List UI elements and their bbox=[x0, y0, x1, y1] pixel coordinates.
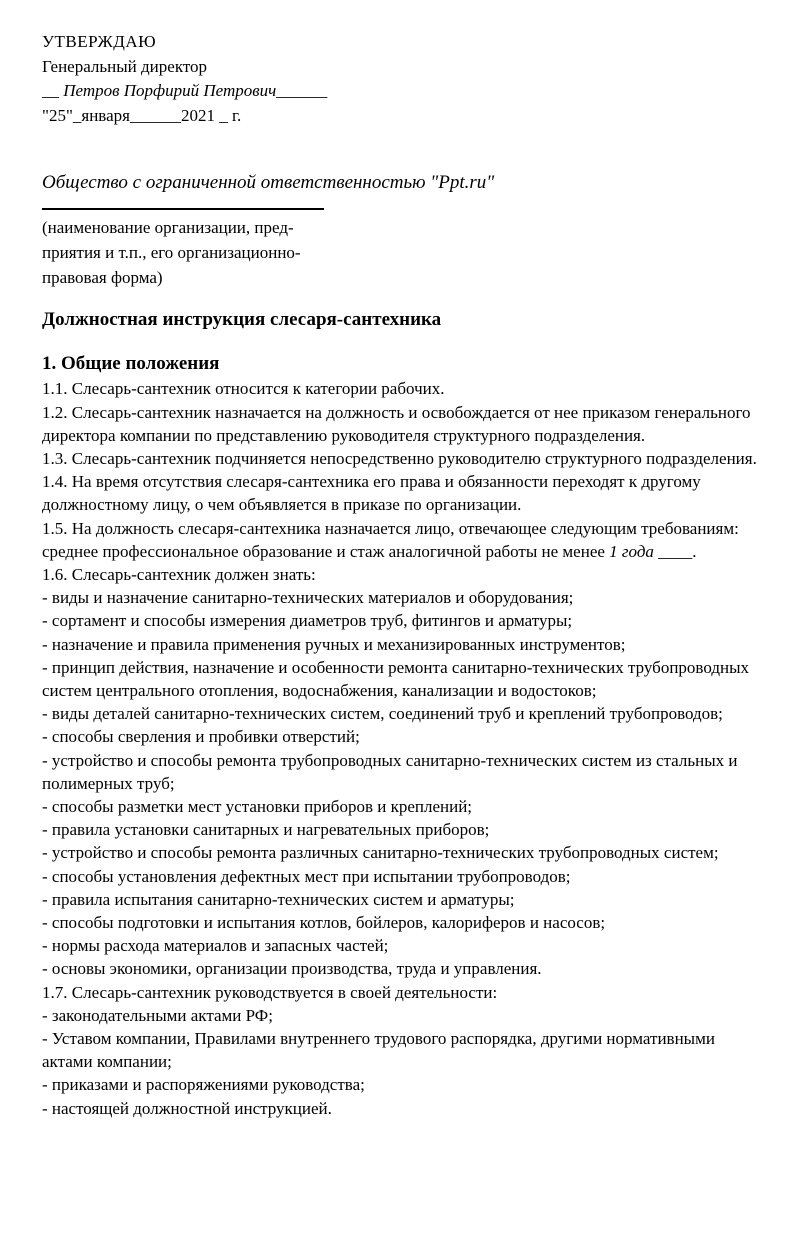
guidance-item: - Уставом компании, Правилами внутреннего трудового распорядка, другими нормативными актами компании; bbox=[42, 1029, 715, 1072]
guidance-item: - приказами и распоряжениями руководства; bbox=[42, 1075, 365, 1095]
knowledge-item: - способы сверления и пробивки отверстий; bbox=[42, 727, 360, 747]
clause-1-5-text: 1.5. На должность слесаря-сантехника назначается лицо, отвечающее следующим требованиям: среднее профессиональное образование и стаж аналогичной работы не менее bbox=[42, 518, 739, 561]
clause-1-7: 1.7. Слесарь-сантехник руководствуется в своей деятельности: bbox=[42, 982, 498, 1002]
clause-paragraph: 1.1. Слесарь-сантехник относится к категории рабочих. bbox=[42, 379, 445, 399]
section-1-body bbox=[42, 377, 760, 1120]
knowledge-item: - способы подготовки и испытания котлов, бойлеров, калориферов и насосов; bbox=[42, 913, 606, 933]
knowledge-item: - виды и назначение санитарно-технических материалов и оборудования; bbox=[42, 588, 574, 608]
approver-name: Петров Порфирий Петрович bbox=[63, 81, 277, 101]
clause-1-6: 1.6. Слесарь-сантехник должен знать: bbox=[42, 565, 316, 584]
guidance-documents-list bbox=[42, 1004, 760, 1120]
knowledge-item: - устройство и способы ремонта трубопроводных санитарно-технических систем из стальных и полимерных труб; bbox=[42, 750, 738, 793]
knowledge-item: - виды деталей санитарно-технических систем, соединений труб и креплений трубопроводов; bbox=[42, 704, 723, 724]
organization-caption bbox=[42, 215, 760, 290]
organization-caption-line: правовая форма) bbox=[42, 268, 163, 288]
knowledge-requirements-list bbox=[42, 586, 760, 980]
clause-1-5 bbox=[42, 517, 760, 563]
knowledge-item: - правила испытания санитарно-технических систем и арматуры; bbox=[42, 889, 515, 909]
knowledge-item: - основы экономики, организации производства, труда и управления. bbox=[42, 959, 542, 979]
experience-value: 1 года bbox=[609, 541, 654, 561]
organization-underline-rule bbox=[42, 208, 324, 210]
approval-block bbox=[42, 30, 760, 128]
approval-stamp: УТВЕРЖДАЮ bbox=[42, 32, 157, 51]
knowledge-item: - назначение и правила применения ручных и механизированных инструментов; bbox=[42, 634, 626, 654]
clause-1-5-blank: ____. bbox=[653, 541, 697, 561]
knowledge-item: - сортамент и способы измерения диаметров труб, фитингов и арматуры; bbox=[42, 611, 573, 631]
clause-paragraph: 1.2. Слесарь-сантехник назначается на должность и освобождается от нее приказом генерального директора компании по представлению руководителя структурного подразделения. bbox=[42, 402, 751, 445]
signature-underscore-suffix: ______ bbox=[276, 81, 328, 101]
knowledge-item: - принцип действия, назначение и особенности ремонта санитарно-технических трубопроводных систем центрального отопления, водоснабжения, канализации и водостоков; bbox=[42, 657, 750, 701]
approver-position: Генеральный директор bbox=[42, 56, 208, 76]
signature-underscore-prefix: __ bbox=[42, 81, 64, 101]
document-title: Должностная инструкция слесаря-сантехника bbox=[42, 309, 442, 331]
knowledge-item: - правила установки санитарных и нагревательных приборов; bbox=[42, 820, 490, 840]
organization-caption-line: приятия и т.п., его организационно- bbox=[42, 243, 301, 263]
knowledge-item: - устройство и способы ремонта различных санитарно-технических трубопроводных систем; bbox=[42, 843, 719, 863]
knowledge-item: - нормы расхода материалов и запасных частей; bbox=[42, 936, 389, 956]
organization-name: Общество с ограниченной ответственностью "Ppt.ru" bbox=[42, 172, 495, 194]
guidance-item: - законодательными актами РФ; bbox=[42, 1005, 273, 1025]
clause-paragraph: 1.3. Слесарь-сантехник подчиняется непосредственно руководителю структурного подразделения. bbox=[42, 448, 757, 468]
knowledge-item: - способы разметки мест установки приборов и креплений; bbox=[42, 797, 473, 817]
knowledge-item: - способы установления дефектных мест при испытании трубопроводов; bbox=[42, 866, 571, 886]
clause-paragraph: 1.4. На время отсутствия слесаря-сантехника его права и обязанности переходят к другому должностному лицу, о чем объявляется в приказе по организации. bbox=[42, 472, 701, 515]
approver-signature-line bbox=[42, 79, 760, 104]
section-1-heading: 1. Общие положения bbox=[42, 353, 220, 375]
approval-date-line: "25"_января______2021 _ г. bbox=[42, 105, 242, 125]
clauses-1-1-to-1-4 bbox=[42, 377, 760, 516]
guidance-item: - настоящей должностной инструкцией. bbox=[42, 1098, 332, 1118]
organization-caption-line: (наименование организации, пред- bbox=[42, 218, 294, 238]
